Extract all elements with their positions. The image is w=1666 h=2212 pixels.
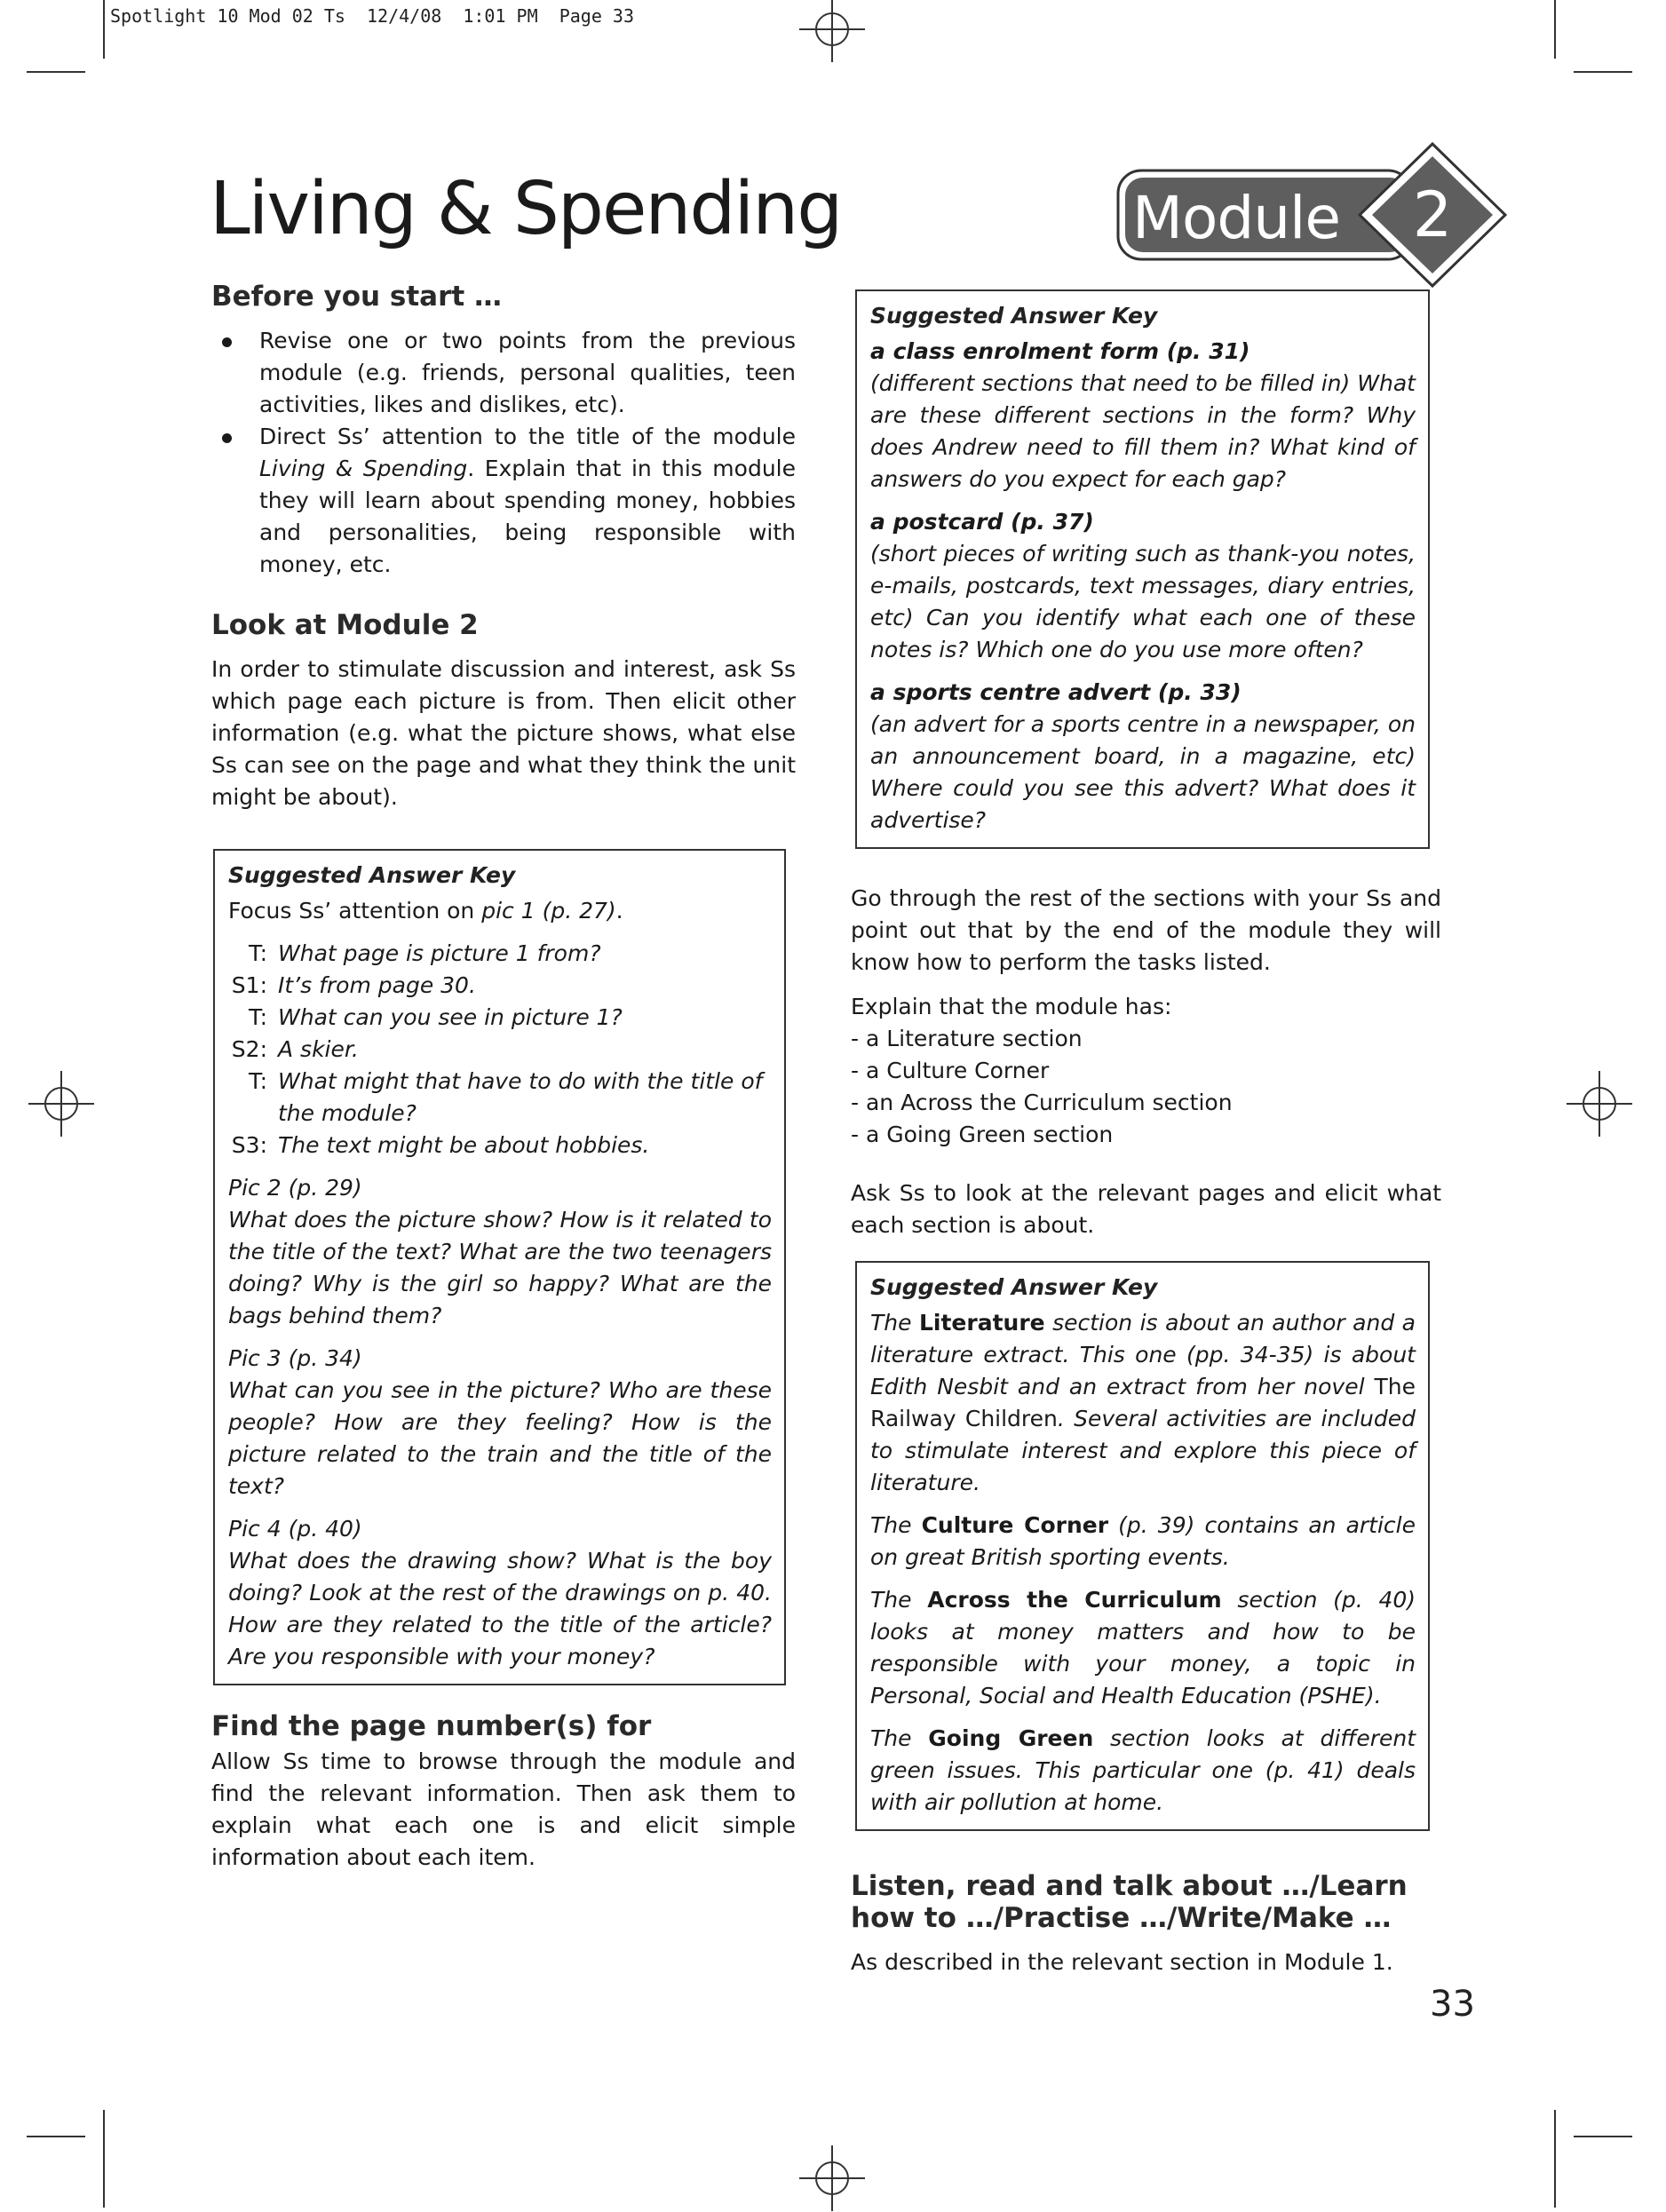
- key-item: [870, 336, 1416, 496]
- answer-key-heading: Suggested Answer Key: [228, 862, 516, 888]
- answer-key-box: [855, 1261, 1430, 1831]
- speaker: T:: [249, 1004, 267, 1030]
- ask-text: Ask Ss to look at the relevant pages and elicit what each section is about.: [851, 1180, 1441, 1238]
- focus-line: Focus Ss’ attention on pic 1 (p. 27).: [228, 898, 623, 924]
- crop-mark: [103, 2110, 105, 2208]
- before-heading: Before you start …: [211, 281, 502, 313]
- module-word: Module: [1132, 184, 1340, 252]
- key-paragraph: The Going Green section looks at different green issues. This particular one (p. 41) deals with air pollution at home.: [870, 1725, 1416, 1815]
- crop-mark: [27, 71, 85, 73]
- page-title: Living & Spending: [210, 167, 842, 251]
- dialogue-line: What can you see in picture 1?: [278, 1004, 623, 1030]
- key-item: [870, 677, 1416, 836]
- module-number: 2: [1412, 178, 1453, 251]
- speaker: T:: [249, 940, 267, 966]
- before-bullets: [211, 325, 796, 581]
- answer-key-heading: Suggested Answer Key: [870, 303, 1158, 329]
- key-item-label: a sports centre advert (p. 33): [870, 679, 1242, 705]
- crop-mark: [1574, 71, 1632, 73]
- find-heading: Find the page number(s) for: [211, 1710, 652, 1742]
- key-item-label: a class enrolment form (p. 31): [870, 338, 1250, 364]
- module-badge: [1115, 140, 1514, 291]
- crop-mark: [1554, 2110, 1556, 2208]
- dialogue-line: It’s from page 30.: [278, 972, 476, 998]
- key-item-text: (an advert for a sports centre in a newspaper, on an announcement board, in a magazine, etc) Where could you see this advert? What does it advertise?: [870, 711, 1416, 833]
- listen-heading: Listen, read and talk about …/Learn how to …/Practise …/Write/Make …: [851, 1870, 1408, 1934]
- pic-label: Pic 2 (p. 29): [228, 1175, 362, 1201]
- pic-entry: [228, 1343, 772, 1502]
- look-text: In order to stimulate discussion and interest, ask Ss which page each picture is from. Then elicit other information (e.g. what the picture shows, what else Ss can see on the page and what they think the unit might be about).: [211, 656, 796, 810]
- pic-label: Pic 4 (p. 40): [228, 1516, 362, 1542]
- answer-key-heading: Suggested Answer Key: [870, 1274, 1158, 1300]
- pic-entry: [228, 1513, 772, 1673]
- dialogue-line: A skier.: [278, 1036, 359, 1062]
- answer-key-box: [855, 289, 1430, 849]
- list-item: - a Culture Corner: [851, 1058, 1050, 1083]
- key-paragraph: The Across the Curriculum section (p. 40) looks at money matters and how to be responsible with your money, a topic in Personal, Social and Health Education (PSHE).: [870, 1587, 1416, 1709]
- page-number: 33: [1430, 1984, 1475, 2025]
- pic-label: Pic 3 (p. 34): [228, 1345, 362, 1371]
- crop-mark: [1574, 2136, 1632, 2137]
- registration-mark-icon: [44, 1087, 78, 1121]
- find-text: Allow Ss time to browse through the module and find the relevant information. Then ask them to explain what each one is and elicit simple information about each item.: [211, 1748, 796, 1870]
- answer-key-box: [213, 849, 786, 1685]
- crop-mark: [1554, 0, 1556, 59]
- right-column: [851, 289, 1441, 1991]
- listen-text: As described in the relevant section in Module 1.: [851, 1949, 1393, 1975]
- list-item: - a Literature section: [851, 1026, 1083, 1051]
- left-column: [211, 279, 796, 1886]
- speaker: S3:: [231, 1132, 267, 1158]
- sections-list: [851, 1023, 1441, 1151]
- bullet-item: Revise one or two points from the previous module (e.g. friends, personal qualities, teen activities, likes and dislikes, etc).: [211, 325, 796, 421]
- dialogue: [228, 938, 772, 1161]
- key-item-label: a postcard (p. 37): [870, 509, 1094, 535]
- registration-mark-icon: [815, 12, 849, 46]
- list-item: - an Across the Curriculum section: [851, 1090, 1233, 1115]
- print-slug: Spotlight 10 Mod 02 Ts 12/4/08 1:01 PM Page 33: [110, 5, 635, 27]
- key-item-text: (short pieces of writing such as thank-you notes, e-mails, postcards, text messages, diary entries, etc) Can you identify what each one of these notes is? Which one do you use more often?: [870, 541, 1416, 662]
- dialogue-line: What page is picture 1 from?: [278, 940, 601, 966]
- look-heading: Look at Module 2: [211, 609, 479, 641]
- speaker: S2:: [231, 1036, 267, 1062]
- registration-mark-icon: [815, 2161, 849, 2195]
- crop-mark: [103, 0, 105, 59]
- pic-text: What does the picture show? How is it related to the title of the text? What are the two teenagers doing? Why is the girl so happy? What are the bags behind them?: [228, 1207, 772, 1328]
- crop-mark: [27, 2136, 85, 2137]
- pic-entry: [228, 1172, 772, 1332]
- speaker: T:: [249, 1068, 267, 1094]
- go-through-text: Go through the rest of the sections with your Ss and point out that by the end of the module they will know how to perform the tasks listed.: [851, 885, 1441, 975]
- speaker: S1:: [231, 972, 267, 998]
- bullet-item: Direct Ss’ attention to the title of the module Living & Spending. Explain that in this module they will learn about spending money, hobbies and personalities, being responsible with money, etc.: [211, 421, 796, 581]
- registration-mark-icon: [1583, 1087, 1616, 1121]
- pic-text: What can you see in the picture? Who are these people? How are they feeling? How is the picture related to the train and the title of the text?: [228, 1377, 772, 1499]
- dialogue-line: What might that have to do with the title of the module?: [278, 1068, 763, 1126]
- key-item: [870, 506, 1416, 666]
- key-paragraph: The Culture Corner (p. 39) contains an article on great British sporting events.: [870, 1512, 1416, 1570]
- pic-text: What does the drawing show? What is the boy doing? Look at the rest of the drawings on p. 40. How are they related to the title of the article? Are you responsible with your money?: [228, 1548, 772, 1669]
- key-item-text: (different sections that need to be filled in) What are these different sections in the form? Why does Andrew need to fill them in? What kind of answers do you expect for each gap?: [870, 370, 1416, 492]
- key-paragraph: The Literature section is about an author and a literature extract. This one (pp. 34-35) is about Edith Nesbit and an extract from her novel The Railway Children. Several activities are included to stimulate interest and explore this piece of literature.: [870, 1310, 1416, 1495]
- dialogue-line: The text might be about hobbies.: [278, 1132, 650, 1158]
- list-item: - a Going Green section: [851, 1122, 1114, 1147]
- explain-text: Explain that the module has:: [851, 994, 1172, 1019]
